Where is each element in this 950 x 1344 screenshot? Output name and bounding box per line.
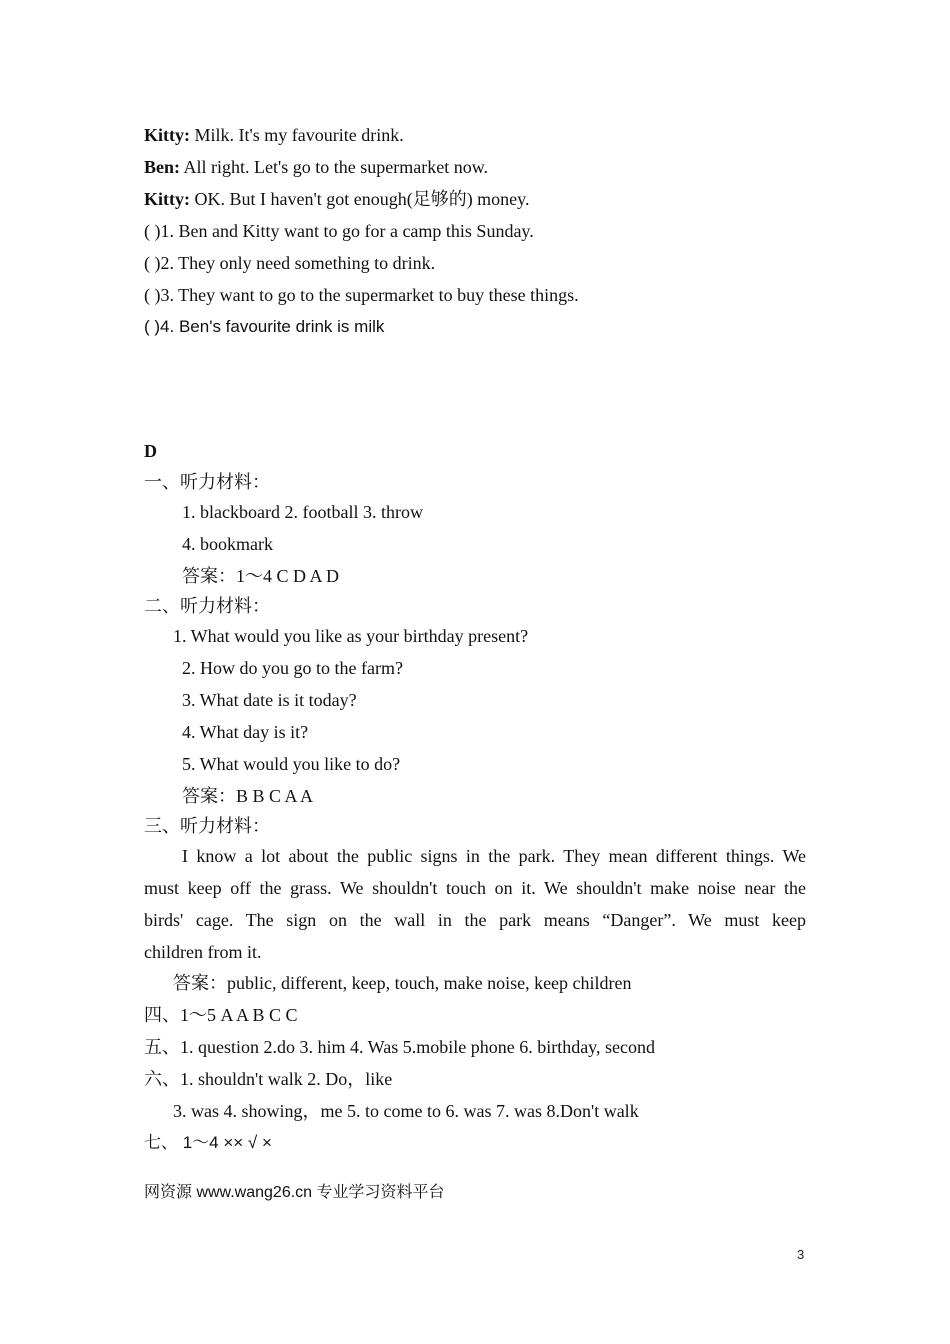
dialogue-line-2 — [144, 155, 488, 179]
part2-q2: 2. How do you go to the farm? — [182, 658, 403, 678]
part1-title: 一、听力材料： — [144, 472, 270, 492]
dialogue-line-3 — [144, 187, 530, 211]
dialogue-text: Milk. It's my favourite drink. — [189, 125, 404, 145]
part3-paragraph-line4: children from it. — [144, 942, 262, 962]
dialogue-text: OK. But I haven't got enough(足够的) money. — [189, 189, 530, 209]
part5-answer: 五、1. question 2.do 3. him 4. Was 5.mobile phone 6. birthday, second — [144, 1037, 655, 1057]
part3-paragraph-line1: I know a lot about the public signs in the park. They mean different things. We — [182, 846, 806, 866]
part2-q5: 5. What would you like to do? — [182, 754, 401, 774]
part7-answer: 七、 1～4 ×× √ × — [144, 1133, 272, 1152]
part3-paragraph-line2: must keep off the grass. We shouldn't touch on it. We shouldn't make noise near the — [144, 878, 806, 898]
part6-answer-line2: 3. was 4. showing，me 5. to come to 6. was 7. was 8.Don't walk — [173, 1101, 639, 1121]
part3-title: 三、听力材料： — [144, 816, 270, 836]
judge-item-3: ( )3. They want to go to the supermarket to buy these things. — [144, 285, 579, 305]
part2-q3: 3. What date is it today? — [182, 690, 357, 710]
part2-title: 二、听力材料： — [144, 596, 270, 616]
part1-answer: 答案：1～4 C D A D — [182, 566, 340, 586]
part1-line1: 1. blackboard 2. football 3. throw — [182, 502, 423, 522]
part2-q4: 4. What day is it? — [182, 722, 309, 742]
footer-text: 网资源 www.wang26.cn 专业学习资料平台 — [144, 1184, 445, 1201]
judge-item-4: ( )4. Ben's favourite drink is milk — [144, 317, 385, 336]
part1-line2: 4. bookmark — [182, 534, 273, 554]
part3-answer: 答案：public, different, keep, touch, make noise, keep children — [173, 973, 632, 993]
dialogue-text: All right. Let's go to the supermarket now. — [180, 157, 489, 177]
part3-paragraph-line3: birds' cage. The sign on the wall in the park means “Danger”. We must keep — [144, 910, 806, 930]
judge-item-1: ( )1. Ben and Kitty want to go for a camp this Sunday. — [144, 221, 534, 241]
dialogue-line-1 — [144, 123, 404, 147]
page-number: 3 — [797, 1247, 805, 1262]
part2-q1: 1. What would you like as your birthday present? — [173, 626, 529, 646]
speaker-name: Kitty: — [144, 125, 190, 145]
speaker-name: Ben: — [144, 157, 180, 177]
section-heading: D — [144, 441, 157, 461]
speaker-name: Kitty: — [144, 189, 190, 209]
part4-answer: 四、1～5 A A B C C — [144, 1005, 298, 1025]
part2-answer: 答案：B B C A A — [182, 786, 314, 806]
part6-answer-line1: 六、1. shouldn't walk 2. Do，like — [144, 1069, 393, 1089]
judge-item-2: ( )2. They only need something to drink. — [144, 253, 436, 273]
